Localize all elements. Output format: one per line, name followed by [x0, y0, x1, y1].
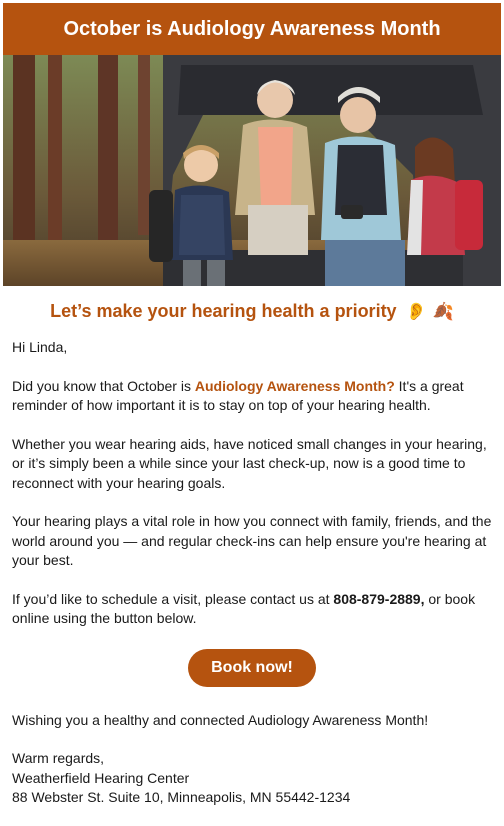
- closing-address: 88 Webster St. Suite 10, Minneapolis, MN 55442-1234: [12, 789, 351, 805]
- book-now-button[interactable]: Book now!: [188, 649, 316, 687]
- email-container: [0, 3, 504, 808]
- highlight-awareness-month: Audiology Awareness Month?: [194, 377, 395, 394]
- cta-wrapper: [12, 649, 492, 687]
- closing-wish: Wishing you a healthy and connected Audiology Awareness Month!: [12, 711, 429, 728]
- signature: [12, 711, 492, 808]
- p4-text-b: or book online using the button below.: [12, 590, 476, 626]
- header-title: October is Audiology Awareness Month: [63, 17, 441, 40]
- paragraph-schedule: [12, 590, 492, 629]
- email-body: [0, 338, 504, 808]
- subheading-text: Let’s make your hearing health a priority: [50, 301, 397, 321]
- p4-text-a: If you’d like to schedule a visit, please contact us at: [12, 590, 334, 607]
- p1-text-b: It's a great reminder of how important it is to stay on top of your hearing health.: [12, 377, 464, 413]
- closing-regards: Warm regards,: [12, 750, 105, 766]
- hero-image: [3, 55, 501, 286]
- closing-org: Weatherfield Hearing Center: [12, 769, 190, 786]
- paragraph-awareness: [12, 377, 492, 416]
- family-photo-icon: [3, 55, 501, 286]
- header-banner: [3, 3, 501, 55]
- paragraph-hearing-aids: Whether you wear hearing aids, have noticed small changes in your hearing, or it’s simply been a while since your last check-up, now is a good time to reconnect with your hearing goals.: [12, 435, 487, 491]
- subheading: [0, 298, 504, 324]
- greeting: Hi Linda,: [12, 339, 68, 355]
- p1-text-a: Did you know that October is: [12, 377, 195, 394]
- paragraph-connection: Your hearing plays a vital role in how you connect with family, friends, and the world around you — and regular check-ins can help ensure you're hearing at your best.: [12, 513, 492, 568]
- ear-leaf-emoji-icon: 👂 🍂: [405, 302, 454, 322]
- phone-number[interactable]: 808-879-2889,: [333, 590, 425, 607]
